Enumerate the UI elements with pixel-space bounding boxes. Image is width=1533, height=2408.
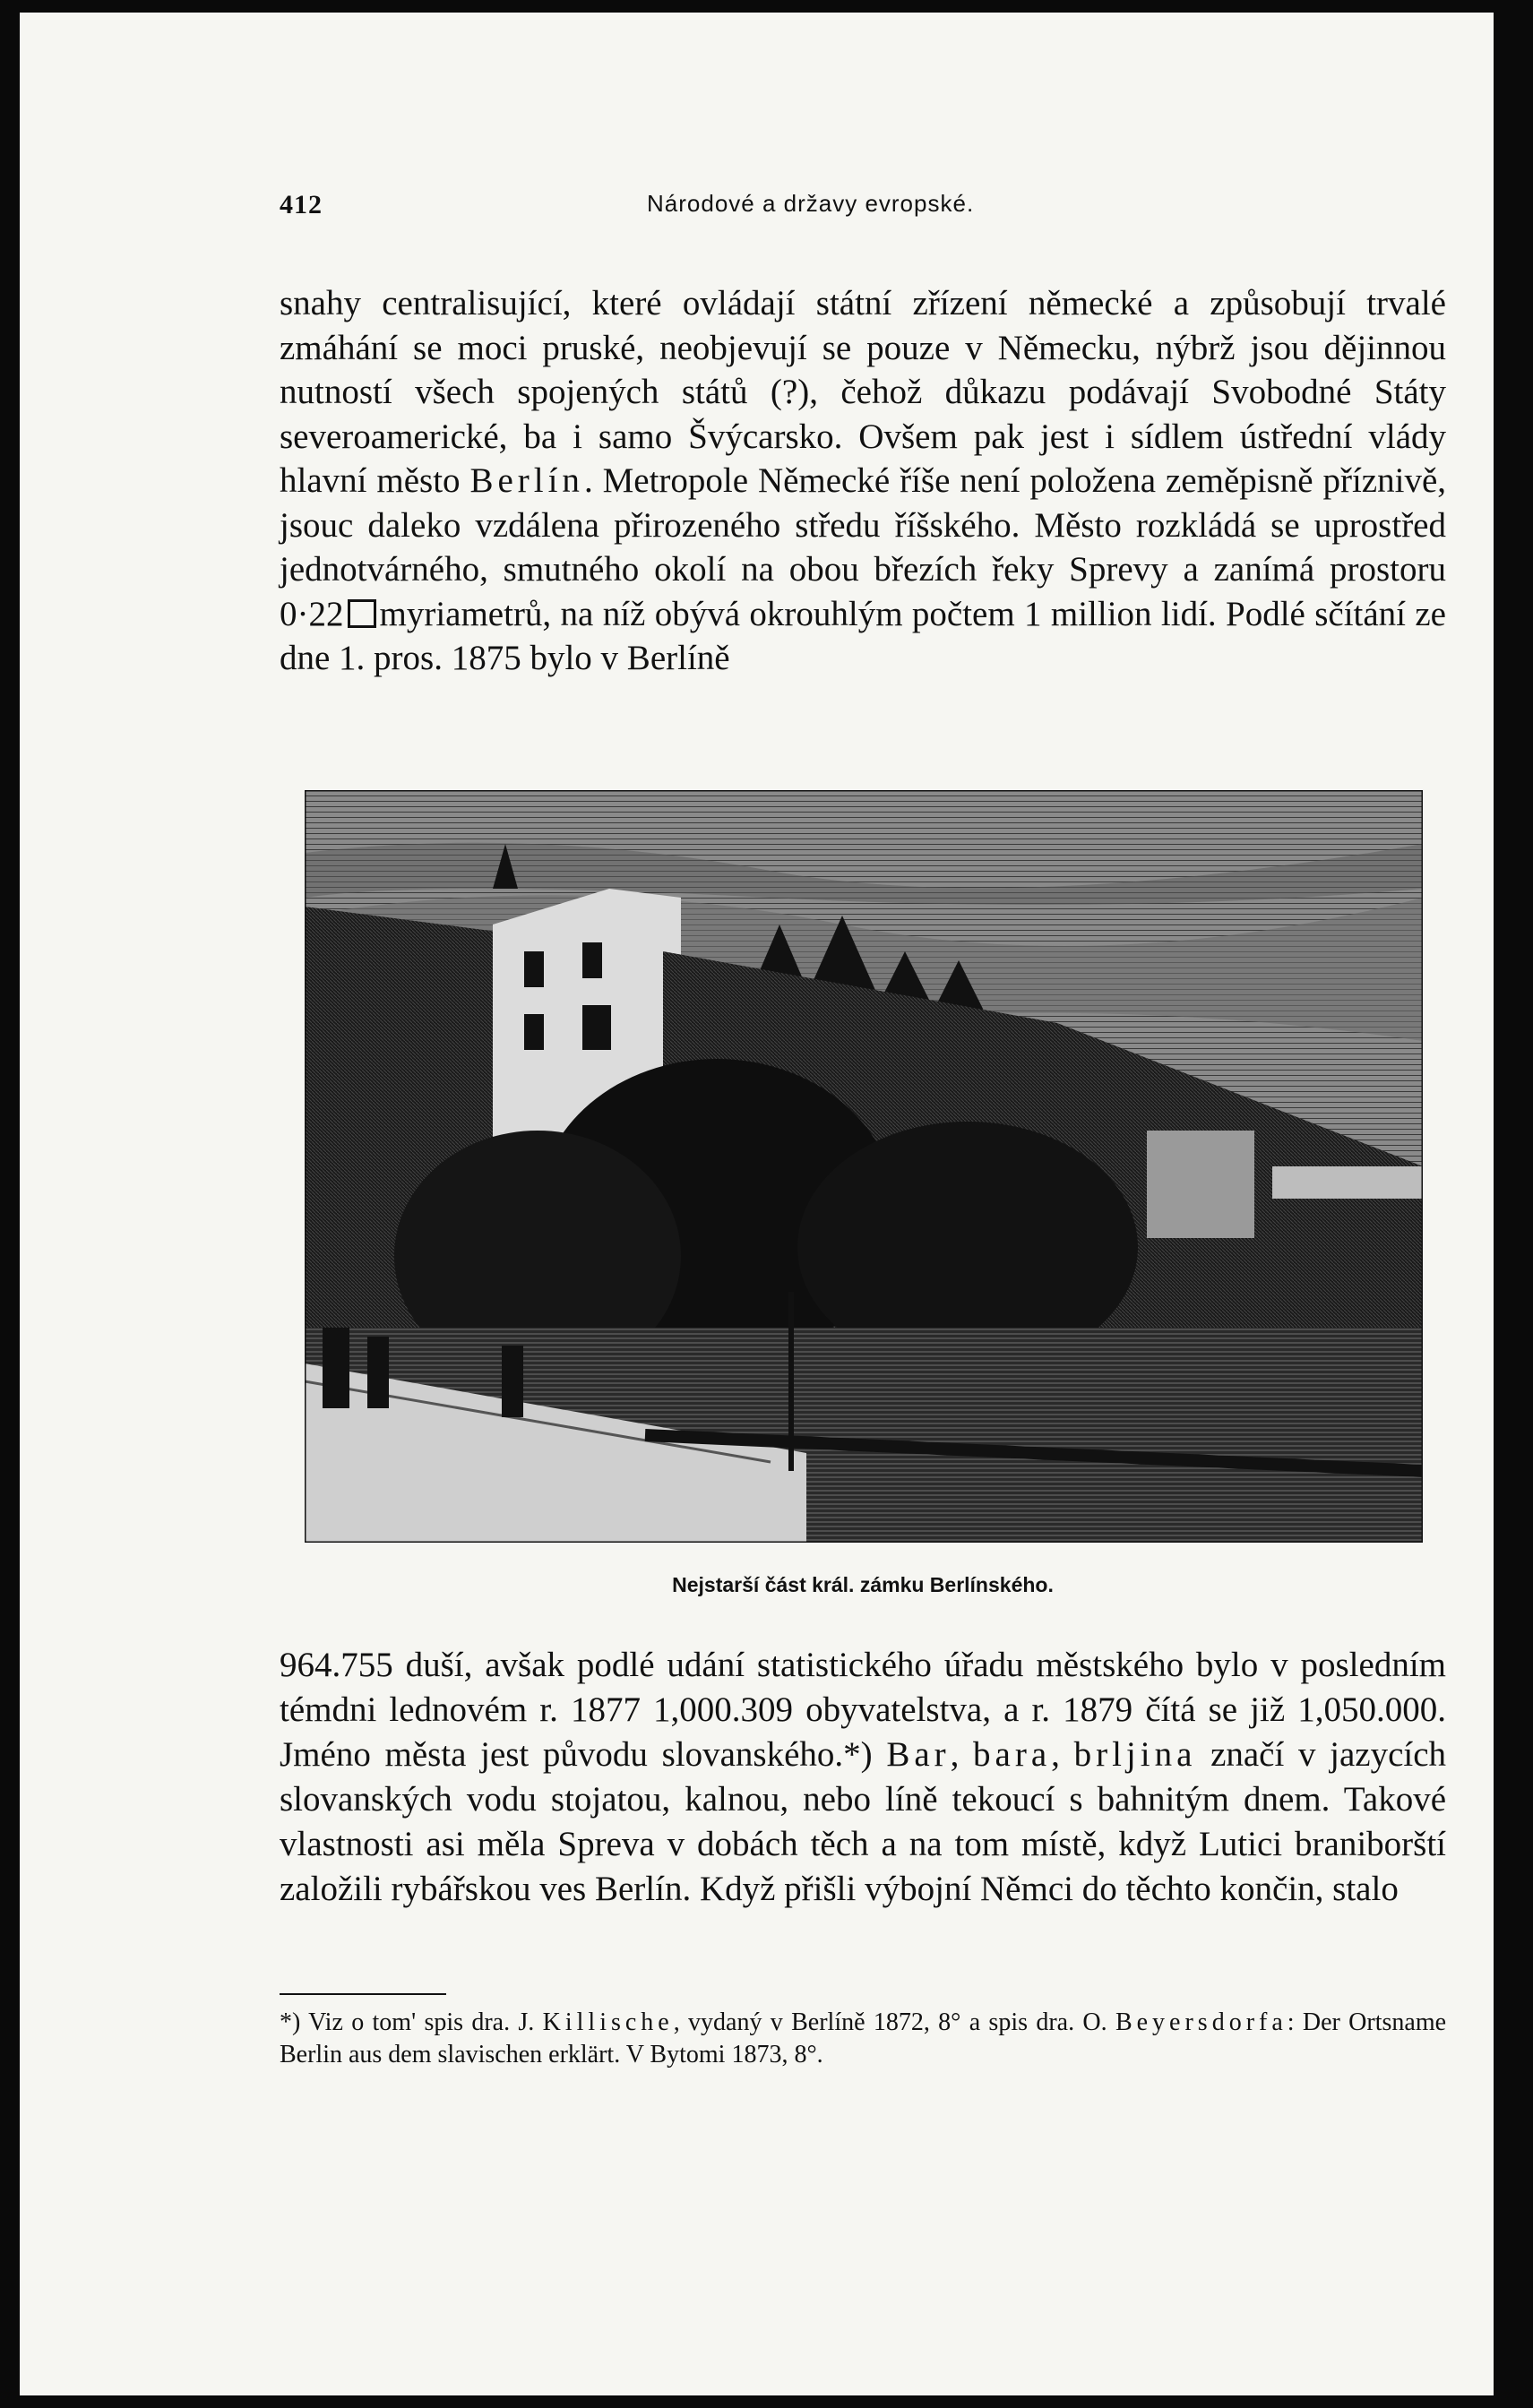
- footnote-text-a: *) Viz o tom' spis dra. J.: [280, 2008, 535, 2036]
- paragraph-1-text-b: . Metropole Německé říše není položena zeměpisně příznivě, jsouc daleko vzdálena přirozeného středu říšského. Město rozkládá se uprostřed jednotvárného, smutného okolí na obou březích řeky Sprevy a zanímá prostoru 0·22: [280, 461, 1447, 633]
- footnote: [280, 2007, 1446, 2071]
- paragraph-2: 964.755 duší, avšak podlé udání statistického úřadu městského bylo v posledním témdni lednovém r. 1877 1,000.309 obyvatelstva, a r. 1879 čítá se již 1,050.000. Jméno města jest původu slovanského.*) Bar, bara, brljina značí v jazycích slovanských vodu stojatou, kalnou, nebo líně tekoucí s bahnitým dnem. Takové vlastnosti asi měla Spreva v dobách těch a na tom místě, když Lutici braniborští založili rybářskou ves Berlín. Když přišli výbojní Němci do těchto končin, stalo: [280, 1646, 1447, 1908]
- word-bar: Bar: [886, 1735, 951, 1774]
- paragraph-2-text-a: 964.755 duší, avšak podlé udání statistického úřadu městského bylo v posledním témdni lednovém r. 1877 1,000.309 obyvatelstva, a r. 1879 čítá se již 1,050.000. Jméno města jest původu slovanského.*): [280, 1646, 1446, 1774]
- paragraph-1-text-c: myriametrů, na níž obývá okrouhlým počtem 1 million lidí. Podlé sčítání ze dne 1. pros. 1875 bylo v Berlíně: [280, 594, 1446, 677]
- footnote-text-c: : Der Ortsname Berlin aus dem slavischen erklärt. V Bytomi 1873, 8°.: [280, 2008, 1447, 2068]
- book-page: [20, 13, 1494, 2395]
- paragraph-1: [280, 281, 1446, 681]
- footnote-author-1: Killische: [542, 2008, 674, 2036]
- footnote-author-2: Beyersdorfa: [1115, 2008, 1288, 2036]
- word-bara: bara: [973, 1735, 1052, 1774]
- page-number: 412: [280, 190, 323, 219]
- word-brljina: brljina: [1073, 1735, 1197, 1774]
- engraving-illustration: [305, 790, 1423, 1543]
- berlin-spaced-word: Berlín: [469, 461, 584, 500]
- footnote-rule: [280, 1993, 446, 1995]
- paragraph-1-text-a: snahy centralisující, které ovládají státní zřízení německé a způsobují trvalé zmáhání se moci pruské, neobjevují se pouze v Německu, nýbrž jsou dějinnou nutností všech spojených států (?), čehož důkazu podávají Svobodné Státy severoamerické, ba i samo Švýcarsko. Ovšem pak jest i sídlem ústřední vlády hlavní město: [280, 284, 1446, 500]
- square-symbol-icon: [348, 599, 376, 628]
- paragraph-2-text-b: značí v jazycích slovanských vodu stojatou, kalnou, nebo líně tekoucí s bahnitým dnem. Takové vlastnosti asi měla Spreva v dobách těch a na tom místě, když Lutici braniborští založili rybářskou ves Berlín. Když přišli výbojní Němci do těchto končin, stalo: [280, 1735, 1447, 1908]
- running-header: [280, 190, 1444, 226]
- figure-caption: Nejstarší část král. zámku Berlínského.: [672, 1573, 1054, 1596]
- footnote-text-b: , vydaný v Berlíně 1872, 8° a spis dra. O.: [673, 2008, 1107, 2036]
- running-title: Národové a državy evropské.: [647, 190, 975, 217]
